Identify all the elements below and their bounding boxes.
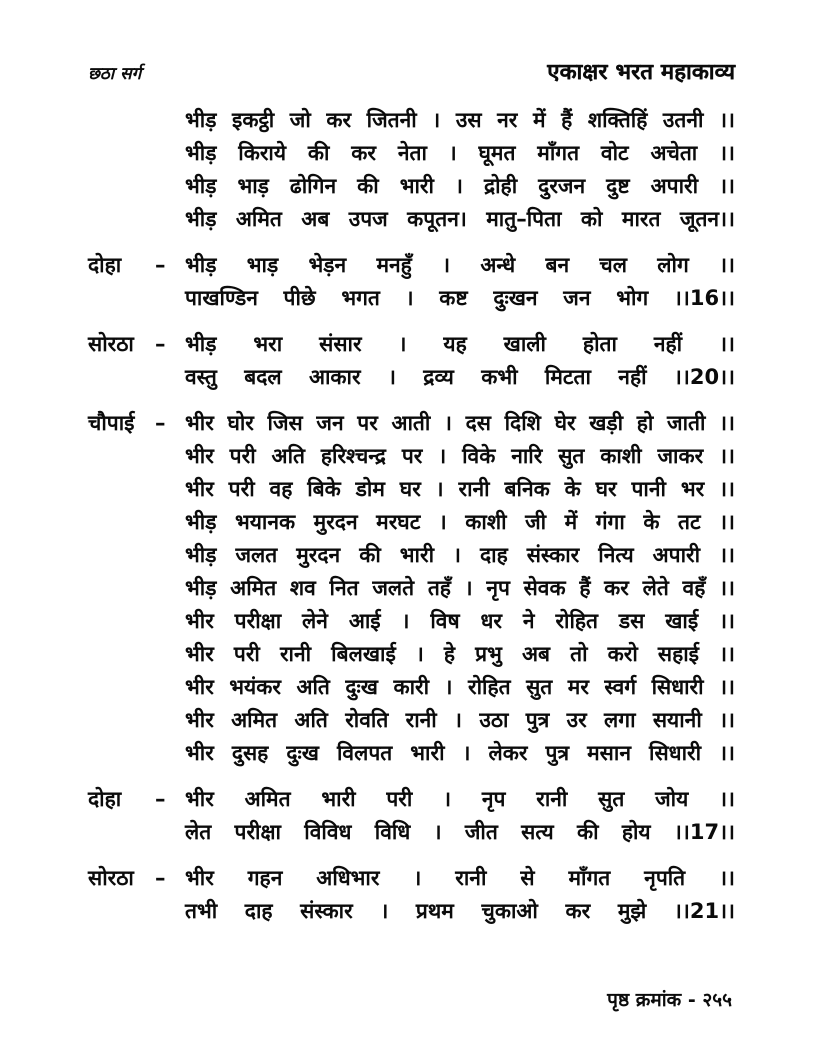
verse-line: भीड़ जलत मुरदन की भारी । दाह संस्कार नित्य अपारी ।। xyxy=(185,543,735,567)
verse-line: भीर अमित अति रोवति रानी । उठा पुत्र उर लगा सयानी ।। xyxy=(185,708,735,732)
verse-lines xyxy=(185,249,735,315)
page-footer xyxy=(607,986,732,1012)
verse-block-doha-16 xyxy=(88,249,735,315)
verse-type-label: दोहा xyxy=(88,787,122,811)
verse-line: भीड़ अमित अब उपज कपूतन। मातु–पिता को मारत जूतन।। xyxy=(185,207,735,231)
page-number: पृष्ठ क्रमांक - २५५ xyxy=(607,989,732,1011)
verse-line: भीर भयंकर अति दुःख कारी । रोहित सुत मर स्वर्ग सिधारी ।। xyxy=(185,675,735,699)
verse-type-label: दोहा xyxy=(88,253,122,277)
verse-line: तभी दाह संस्कार । प्रथम चुकाओ कर मुझे ।।21।। xyxy=(185,899,735,923)
chapter-label: छठा सर्ग xyxy=(88,64,142,84)
verse-line: भीड़ भाड़ भेड़न मनहुँ । अन्धे बन चल लोग ।। xyxy=(185,253,735,277)
label-dash: – xyxy=(155,787,166,811)
verse-line: भीर परीक्षा लेने आई । विष धर ने रोहित डस खाई ।। xyxy=(185,609,735,633)
verse-line: भीड़ किराये की कर नेता । घूमत माँगत वोट अचेता ।। xyxy=(185,141,735,165)
verse-content xyxy=(88,92,735,928)
verse-line: भीर दुसह दुःख विलपत भारी । लेकर पुत्र मसान सिधारी ।। xyxy=(185,741,735,765)
verse-block-chaupai-continuation xyxy=(88,104,735,236)
verse-line: भीर परी अति हरिश्चन्द्र पर । विके नारि सुत काशी जाकर ।। xyxy=(185,444,735,468)
verse-type-label xyxy=(88,104,155,236)
verse-line: वस्तु बदल आकार । द्रव्य कभी मिटता नहीं ।।20।। xyxy=(185,365,735,389)
book-title: एकाक्षर भरत महाकाव्य xyxy=(547,60,735,85)
verse-line: भीर घोर जिस जन पर आती । दस दिशि घेर खड़ी हो जाती ।। xyxy=(185,411,735,435)
verse-block-doha-17 xyxy=(88,783,735,849)
verse-line: भीड़ अमित शव नित जलते तहँ । नृप सेवक हैं कर लेते वहँ ।। xyxy=(185,576,735,600)
verse-type-label: सोरठा xyxy=(88,332,134,356)
verse-line: भीर गहन अधिभार । रानी से माँगत नृपति ।। xyxy=(185,866,735,890)
label-dash: – xyxy=(155,253,166,277)
label-dash: – xyxy=(155,411,166,435)
verse-line: पाखण्डिन पीछे भगत । कष्ट दुःखन जन भोग ।।16।। xyxy=(185,286,735,310)
verse-line: भीड़ भाड़ ढोगिन की भारी । द्रोही दुरजन दुष्ट अपारी ।। xyxy=(185,174,735,198)
verse-type-label: सोरठा xyxy=(88,866,134,890)
verse-line: भीड़ भरा संसार । यह खाली होता नहीं ।। xyxy=(185,332,735,356)
verse-line: भीर परी वह बिके डोम घर । रानी बनिक के घर पानी भर ।। xyxy=(185,477,735,501)
verse-lines xyxy=(185,104,735,236)
verse-lines xyxy=(185,783,735,849)
label-dash xyxy=(155,104,185,236)
verse-line: लेत परीक्षा विविध विधि । जीत सत्य की होय ।।17।। xyxy=(185,820,735,844)
verse-block-sortha-20 xyxy=(88,328,735,394)
label-dash: – xyxy=(155,866,166,890)
verse-line: भीर अमित भारी परी । नृप रानी सुत जोय ।। xyxy=(185,787,735,811)
verse-type-label: चौपाई xyxy=(88,411,135,435)
verse-lines xyxy=(185,328,735,394)
verse-lines xyxy=(185,407,735,770)
label-dash: – xyxy=(155,332,166,356)
verse-block-chaupai xyxy=(88,407,735,770)
page-header xyxy=(88,56,735,86)
verse-block-sortha-21 xyxy=(88,862,735,928)
verse-line: भीर परी रानी बिलखाई । हे प्रभु अब तो करो सहाई ।। xyxy=(185,642,735,666)
verse-line: भीड़ इकट्ठी जो कर जितनी । उस नर में हैं शक्तिहिं उतनी ।। xyxy=(185,108,735,132)
verse-line: भीड़ भयानक मुरदन मरघट । काशी जी में गंगा के तट ।। xyxy=(185,510,735,534)
verse-lines xyxy=(185,862,735,928)
